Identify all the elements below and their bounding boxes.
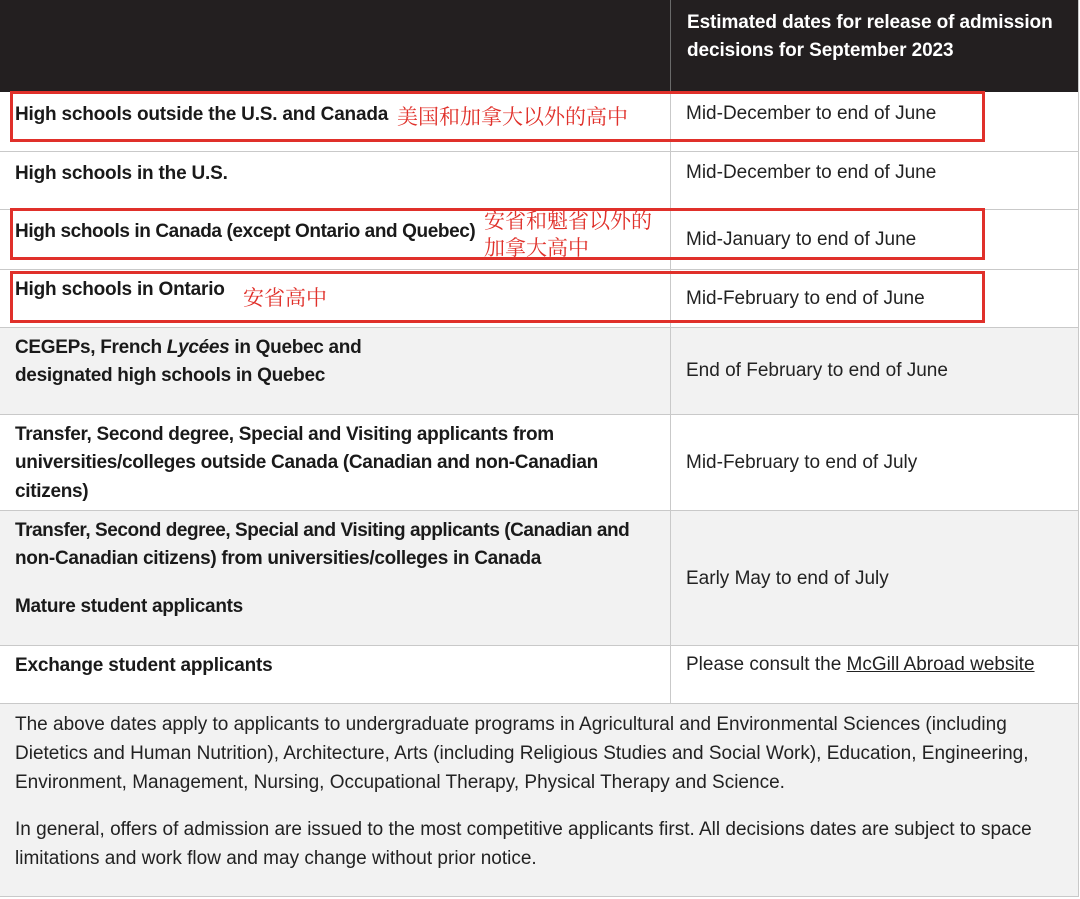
decision-date: Mid-January to end of June	[686, 229, 917, 250]
header-dates-title: Estimated dates for release of admission decisions for September 2023	[687, 12, 1053, 61]
table-row	[0, 152, 1078, 210]
decision-date: Early May to end of July	[686, 568, 889, 589]
decision-date: Mid-February to end of July	[686, 452, 918, 473]
applicant-label-line2: universities/colleges outside Canada (Canadian and non-Canadian	[15, 452, 598, 473]
decision-date: End of February to end of June	[686, 360, 948, 381]
applicant-cell	[0, 328, 671, 414]
date-cell	[671, 415, 1078, 510]
date-cell	[671, 646, 1078, 703]
decision-date	[686, 651, 1035, 679]
highlight-box	[10, 271, 985, 323]
decision-date: Mid-February to end of June	[686, 288, 925, 309]
date-prefix: Please consult the	[686, 654, 847, 675]
date-cell	[671, 328, 1078, 414]
applicant-label-line1: Transfer, Second degree, Special and Visiting applicants (Canadian and	[15, 520, 630, 541]
notes-paragraph-programs: The above dates apply to applicants to undergraduate programs in Agricultural and Environmental Sciences (including Dietetics and Human Nutrition), Architecture, Arts (including Religious Studies and Social Work), Education, Engineering, Environment, Management, Nursing, Occupational Therapy, Physical Therapy and Science.	[15, 714, 1029, 793]
date-cell	[671, 511, 1078, 645]
applicant-label-line1: Transfer, Second degree, Special and Visiting applicants from	[15, 424, 554, 445]
mcgill-abroad-link[interactable]: McGill Abroad website	[846, 654, 1035, 675]
applicant-label: High schools in Canada (except Ontario and Quebec)	[15, 221, 476, 242]
table-header	[0, 0, 1078, 92]
table-row	[0, 646, 1078, 704]
applicant-label: High schools outside the U.S. and Canada	[15, 104, 389, 125]
label-text: in Quebec and	[229, 337, 362, 358]
applicant-label-extra: Mature student applicants	[15, 596, 243, 617]
applicant-label-line2: non-Canadian citizens) from universities/colleges in Canada	[15, 548, 542, 569]
decision-date: Mid-December to end of June	[686, 103, 937, 124]
notes-paragraph-general: In general, offers of admission are issued to the most competitive applicants first. All decisions dates are subject to space limitations and work flow and may change without prior notice.	[15, 819, 1032, 869]
header-cell-dates	[670, 0, 1078, 92]
applicant-cell	[0, 646, 671, 703]
label-italic-text: Lycées	[166, 337, 230, 358]
notes-section	[0, 704, 1078, 897]
chinese-annotation-line2: 加拿大高中	[484, 236, 589, 260]
chinese-annotation: 美国和加拿大以外的高中	[397, 105, 628, 129]
applicant-label-line3: citizens)	[15, 481, 89, 502]
chinese-annotation: 安省高中	[243, 286, 327, 310]
label-text: CEGEPs, French	[15, 337, 167, 358]
applicant-label: High schools in Ontario	[15, 279, 225, 300]
table-row	[0, 511, 1078, 646]
table-row	[0, 328, 1078, 415]
applicant-label-line1	[15, 334, 361, 362]
chinese-annotation-line1: 安省和魁省以外的	[484, 209, 652, 233]
applicant-cell	[0, 415, 671, 510]
applicant-cell	[0, 152, 671, 209]
applicant-cell	[0, 511, 671, 645]
applicant-label: High schools in the U.S.	[15, 163, 228, 184]
decision-date: Mid-December to end of June	[686, 162, 937, 183]
table-row	[0, 415, 1078, 511]
date-cell	[671, 152, 1078, 209]
applicant-label-line2: designated high schools in Quebec	[15, 365, 325, 386]
applicant-label: Exchange student applicants	[15, 655, 273, 676]
